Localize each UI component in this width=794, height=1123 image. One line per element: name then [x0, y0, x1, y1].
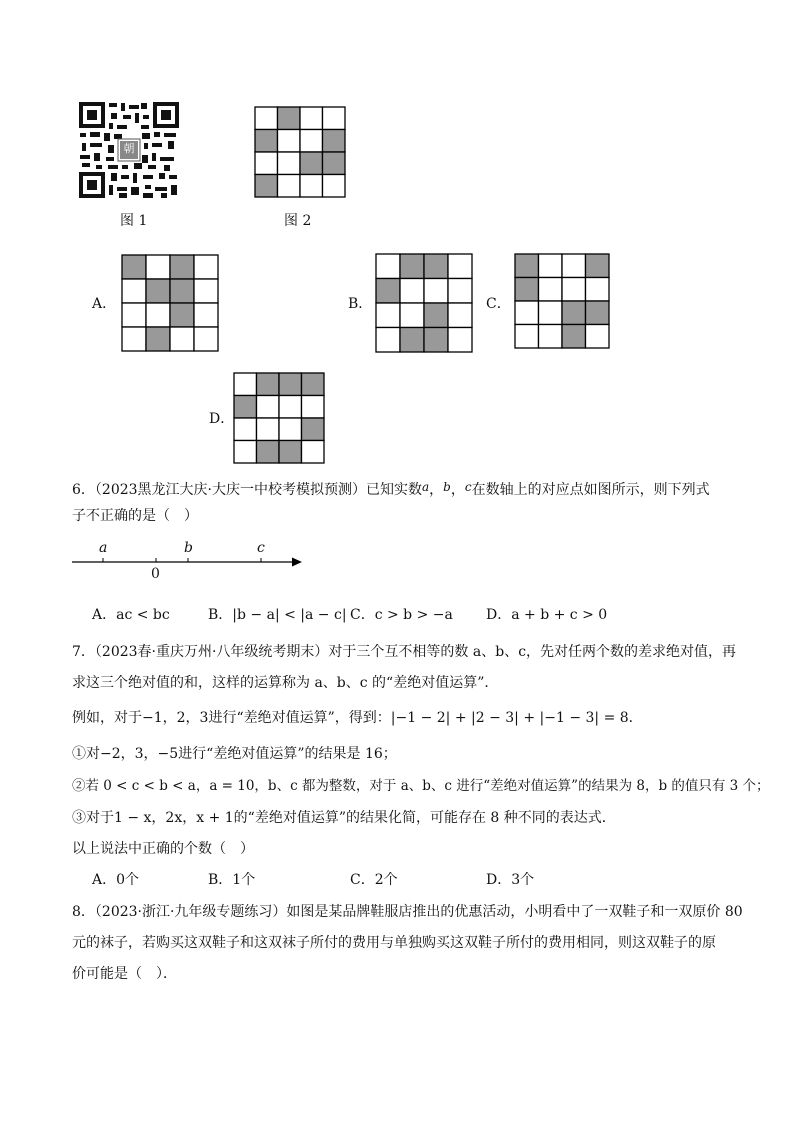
grid-cell-shaded: [279, 373, 302, 396]
grid-cell-blank: [302, 441, 325, 464]
grid-cell-blank: [255, 152, 278, 175]
grid-cell-shaded: [562, 325, 586, 349]
grid-cell-shaded: [376, 279, 400, 304]
option-d-grid[interactable]: [233, 372, 325, 464]
grid-cell-shaded: [302, 373, 325, 396]
qr-center-logo-text: 朝: [123, 142, 135, 155]
grid-cell-shaded: [257, 373, 280, 396]
grid-cell-blank: [257, 396, 280, 419]
option-b-label: B．: [348, 296, 373, 312]
grid-cell-shaded: [170, 279, 194, 303]
grid-cell-blank: [539, 301, 563, 325]
grid-cell-blank: [234, 373, 257, 396]
grid-cell-blank: [539, 278, 563, 302]
grid-cell-shaded: [302, 418, 325, 441]
grid-cell-blank: [400, 303, 424, 328]
grid-cell-blank: [539, 325, 563, 349]
option-a-label: A．: [92, 296, 117, 312]
grid-cell-shaded: [586, 301, 610, 325]
grid-cell-blank: [323, 107, 346, 130]
option-b-grid[interactable]: [375, 253, 473, 353]
number-line-label-zero: 0: [151, 566, 160, 582]
question-7-example: 例如，对于−1，2，3进行“差绝对值运算”，得到：|−1 − 2| + |2 − 3| + |−1 − 3| = 8．: [72, 710, 643, 726]
grid-cell-shaded: [424, 328, 448, 353]
grid-cell-blank: [376, 328, 400, 353]
grid-cell-blank: [323, 175, 346, 198]
grid-cell-shaded: [257, 441, 280, 464]
grid-cell-blank: [194, 279, 218, 303]
grid-cell-blank: [300, 107, 323, 130]
grid-cell-blank: [515, 301, 539, 325]
grid-cell-blank: [278, 130, 301, 153]
q7-option-b[interactable]: B．1个: [208, 872, 256, 888]
grid-cell-blank: [586, 278, 610, 302]
grid-cell-shaded: [515, 254, 539, 278]
grid-cell-blank: [448, 279, 472, 304]
grid-cell-blank: [279, 418, 302, 441]
grid-cell-blank: [194, 303, 218, 327]
grid-cell-shaded: [586, 254, 610, 278]
question-8-line-1: 8．（2023·浙江·九年级专题练习）如图是某品牌鞋服店推出的优惠活动，小明看中了一双鞋子和一双原价 80: [72, 904, 743, 920]
grid-cell-blank: [122, 303, 146, 327]
grid-cell-blank: [278, 175, 301, 198]
grid-cell-blank: [302, 396, 325, 419]
question-8-line-3: 价可能是（ ）．: [72, 966, 177, 982]
question-6-line-2: 子不正确的是（ ）: [72, 508, 198, 524]
grid-cell-blank: [539, 254, 563, 278]
grid-cell-blank: [122, 327, 146, 351]
q7-option-d[interactable]: D．3个: [486, 872, 535, 888]
grid-cell-blank: [170, 327, 194, 351]
number-line-label-c: c: [257, 540, 265, 556]
number-line-label-b: b: [184, 540, 193, 556]
grid-cell-blank: [586, 325, 610, 349]
grid-cell-shaded: [278, 107, 301, 130]
q6-option-c[interactable]: C．c > b > −a: [350, 607, 453, 623]
question-7-prompt: 以上说法中正确的个数（ ）: [72, 841, 254, 857]
grid-cell-shaded: [146, 279, 170, 303]
grid-cell-blank: [448, 328, 472, 353]
figure-1-caption: 图 1: [120, 213, 148, 229]
grid-cell-blank: [279, 396, 302, 419]
grid-cell-shaded: [424, 303, 448, 328]
grid-cell-shaded: [562, 301, 586, 325]
option-c-grid[interactable]: [514, 253, 610, 349]
grid-cell-shaded: [400, 254, 424, 279]
figure-2-caption: 图 2: [284, 213, 312, 229]
grid-cell-blank: [424, 279, 448, 304]
q7-option-a[interactable]: A．0个: [92, 872, 140, 888]
grid-cell-blank: [300, 130, 323, 153]
question-8-line-2: 元的袜子，若购买这双鞋子和这双袜子所付的费用与单独购买这双鞋子所付的费用相同，则这双鞋子的原: [72, 935, 716, 951]
number-line-label-a: a: [99, 540, 108, 556]
q7-option-c[interactable]: C．2个: [350, 872, 398, 888]
grid-cell-blank: [515, 325, 539, 349]
option-c-label: C．: [486, 296, 511, 312]
grid-cell-blank: [376, 254, 400, 279]
grid-cell-blank: [255, 107, 278, 130]
figure-1: [78, 101, 180, 201]
grid-cell-shaded: [300, 152, 323, 175]
grid-cell-shaded: [323, 130, 346, 153]
grid-cell-blank: [234, 441, 257, 464]
grid-cell-shaded: [515, 278, 539, 302]
grid-cell-blank: [448, 303, 472, 328]
grid-cell-blank: [234, 418, 257, 441]
option-d-label: D．: [209, 411, 235, 427]
grid-cell-blank: [376, 303, 400, 328]
question-7-line-2: 求这三个绝对值的和，这样的运算称为 a、b、c 的“差绝对值运算”．: [72, 675, 499, 691]
grid-cell-shaded: [122, 255, 146, 279]
grid-cell-blank: [122, 279, 146, 303]
grid-cell-blank: [278, 152, 301, 175]
grid-cell-shaded: [170, 303, 194, 327]
grid-cell-shaded: [400, 328, 424, 353]
q6-option-a[interactable]: A．ac < bc: [92, 607, 170, 623]
grid-cell-blank: [146, 303, 170, 327]
question-7-line-1: 7．（2023春·重庆万州·八年级统考期末）对于三个互不相等的数 a、b、c，先对任两个数的差求绝对值，再: [72, 644, 737, 660]
grid-cell-blank: [562, 278, 586, 302]
grid-cell-blank: [300, 175, 323, 198]
grid-cell-blank: [448, 254, 472, 279]
grid-cell-blank: [194, 255, 218, 279]
q6-option-b[interactable]: B．|b − a| < |a − c|: [208, 607, 347, 623]
q6-option-d[interactable]: D．a + b + c > 0: [486, 607, 608, 623]
grid-cell-shaded: [279, 441, 302, 464]
grid-cell-blank: [146, 255, 170, 279]
arrow-head-icon: [292, 558, 302, 567]
grid-cell-shaded: [424, 254, 448, 279]
grid-cell-shaded: [323, 152, 346, 175]
grid-cell-blank: [194, 327, 218, 351]
question-7-statement-2: ②若 0 < c < b < a，a = 10，b、c 都为整数，对于 a、b、c 进行“差绝对值运算”的结果为 8，b 的值只有 3 个；: [72, 778, 770, 794]
grid-cell-blank: [257, 418, 280, 441]
grid-cell-shaded: [170, 255, 194, 279]
question-6-line-1: 6．（2023黑龙江大庆·大庆一中校考模拟预测）已知实数a，b，c在数轴上的对应点如图所示，则下列式: [72, 480, 710, 498]
figure-2-grid: [254, 106, 346, 198]
grid-cell-shaded: [255, 130, 278, 153]
grid-cell-blank: [562, 254, 586, 278]
grid-cell-shaded: [234, 396, 257, 419]
question-7-statement-3: ③对于1 − x，2x，x + 1的“差绝对值运算”的结果化简，可能存在 8 种不同的表达式．: [72, 810, 616, 826]
option-a-grid[interactable]: [121, 254, 219, 352]
grid-cell-blank: [400, 279, 424, 304]
grid-cell-shaded: [255, 175, 278, 198]
question-7-statement-1: ①对−2，3，−5进行“差绝对值运算”的结果是 16；: [72, 746, 397, 762]
grid-cell-shaded: [146, 327, 170, 351]
